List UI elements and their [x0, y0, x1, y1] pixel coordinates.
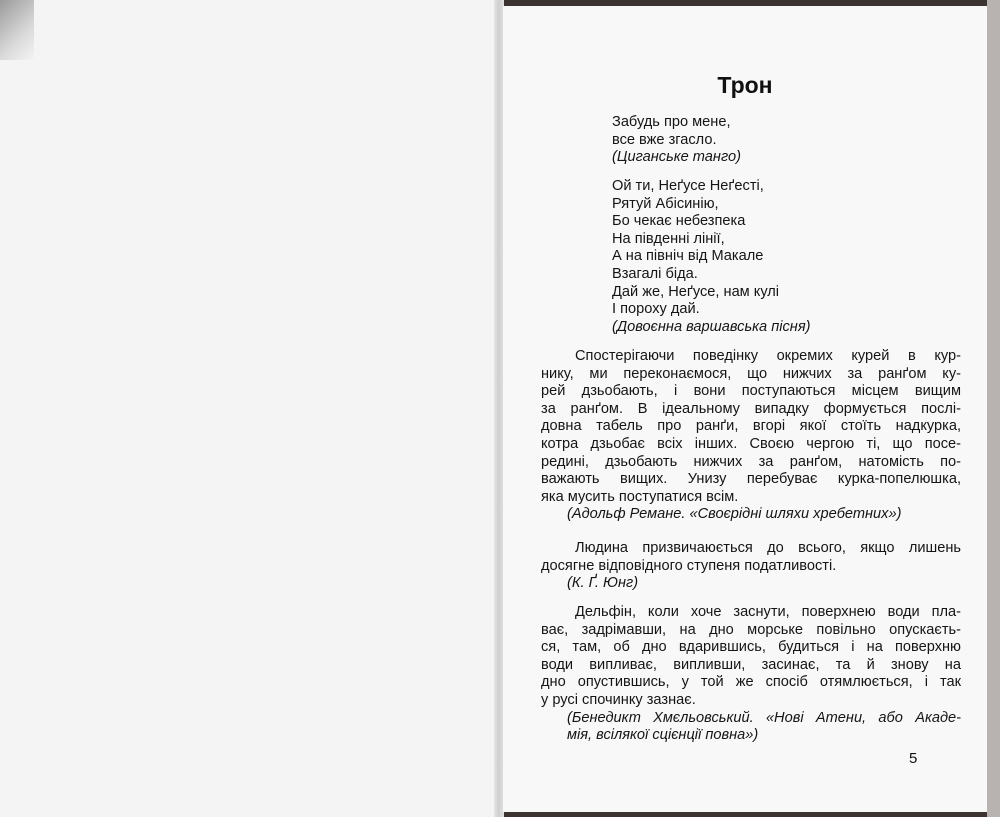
quote-line: дно опустившись, у той же спосіб отямлюється, і так	[541, 674, 961, 691]
quote-line: яка мусить поступатися всім.	[541, 488, 739, 505]
epigraph-song	[612, 178, 810, 336]
quote-remane	[541, 348, 961, 524]
epigraph-line: Взагалі біда.	[612, 265, 698, 282]
epigraph-line: Ой ти, Неґусе Неґесті,	[612, 178, 764, 194]
epigraph-line: Рятуй Абісинію,	[612, 195, 719, 212]
quote-line: довна табель про ранґи, вгорі якої стоїть надкурка,	[541, 418, 961, 435]
epigraph-line: І пороху дай.	[612, 301, 700, 318]
epigraph-line: А на північ від Макале	[612, 248, 764, 265]
quote-khmelovsky	[541, 604, 961, 745]
epigraph-tango	[612, 114, 741, 167]
epigraph-line: На південні лінії,	[612, 230, 725, 247]
quote-jung	[541, 540, 961, 593]
epigraph-line: все вже згасло.	[612, 131, 717, 148]
quote-line: Людина призвичаюється до всього, якщо лишень	[575, 540, 961, 556]
epigraph-source: (Довоєнна варшавська пісня)	[612, 318, 811, 335]
chapter-title: Трон	[717, 72, 773, 98]
quote-source: (Бенедикт Хмєльовський. «Нові Атени, або Акаде-	[567, 709, 961, 726]
epigraph-line: Бо чекає небезпека	[612, 213, 746, 230]
quote-line: у русі спочинку зазнає.	[541, 691, 696, 708]
quote-line: ся, там, об дно вдарившись, будиться і на поверхню	[541, 639, 961, 656]
quote-line: ває, задрімавши, на дно морське повільно опускаєть-	[541, 621, 961, 638]
page-edge-shadow	[987, 0, 1000, 817]
epigraph-line: Дай же, Неґусе, нам кулі	[612, 283, 780, 300]
quote-line: рей дзьобають, і вони поступаються місцем вищим	[541, 383, 961, 400]
quote-source: (К. Ґ. Юнг)	[567, 575, 639, 592]
epigraph-line: Забудь про мене,	[612, 114, 731, 130]
quote-line: важають вищих. Унизу перебуває курка-попелюшка,	[541, 471, 961, 488]
quote-line: досягне відповідного ступеня податливості.	[541, 557, 837, 574]
right-page	[503, 6, 987, 812]
left-page-blank	[0, 0, 498, 817]
quote-source: мія, всілякої сцієнції повна»)	[567, 727, 759, 744]
quote-line: котра дзьобає всіх інших. Своєю чергою ті, що посе-	[541, 435, 961, 452]
photo-corner-shadow	[0, 0, 34, 60]
page-number: 5	[909, 750, 918, 767]
quote-line: Спостерігаючи поведінку окремих курей в кур-	[575, 348, 961, 364]
quote-source: (Адольф Ремане. «Своєрідні шляхи хребетних»)	[567, 506, 902, 523]
quote-line: нику, ми переконаємося, що нижчих за ранґом ку-	[541, 365, 961, 382]
quote-line: редині, дзьобають нижчих за ранґом, натомість по-	[541, 453, 961, 470]
quote-line: за ранґом. В ідеальному випадку формується послі-	[541, 400, 961, 417]
quote-line: води випливає, випливши, засинає, та й знову на	[541, 656, 961, 673]
quote-line: Дельфін, коли хоче заснути, поверхнею води пла-	[575, 604, 961, 620]
epigraph-source: (Циганське танго)	[612, 149, 741, 166]
